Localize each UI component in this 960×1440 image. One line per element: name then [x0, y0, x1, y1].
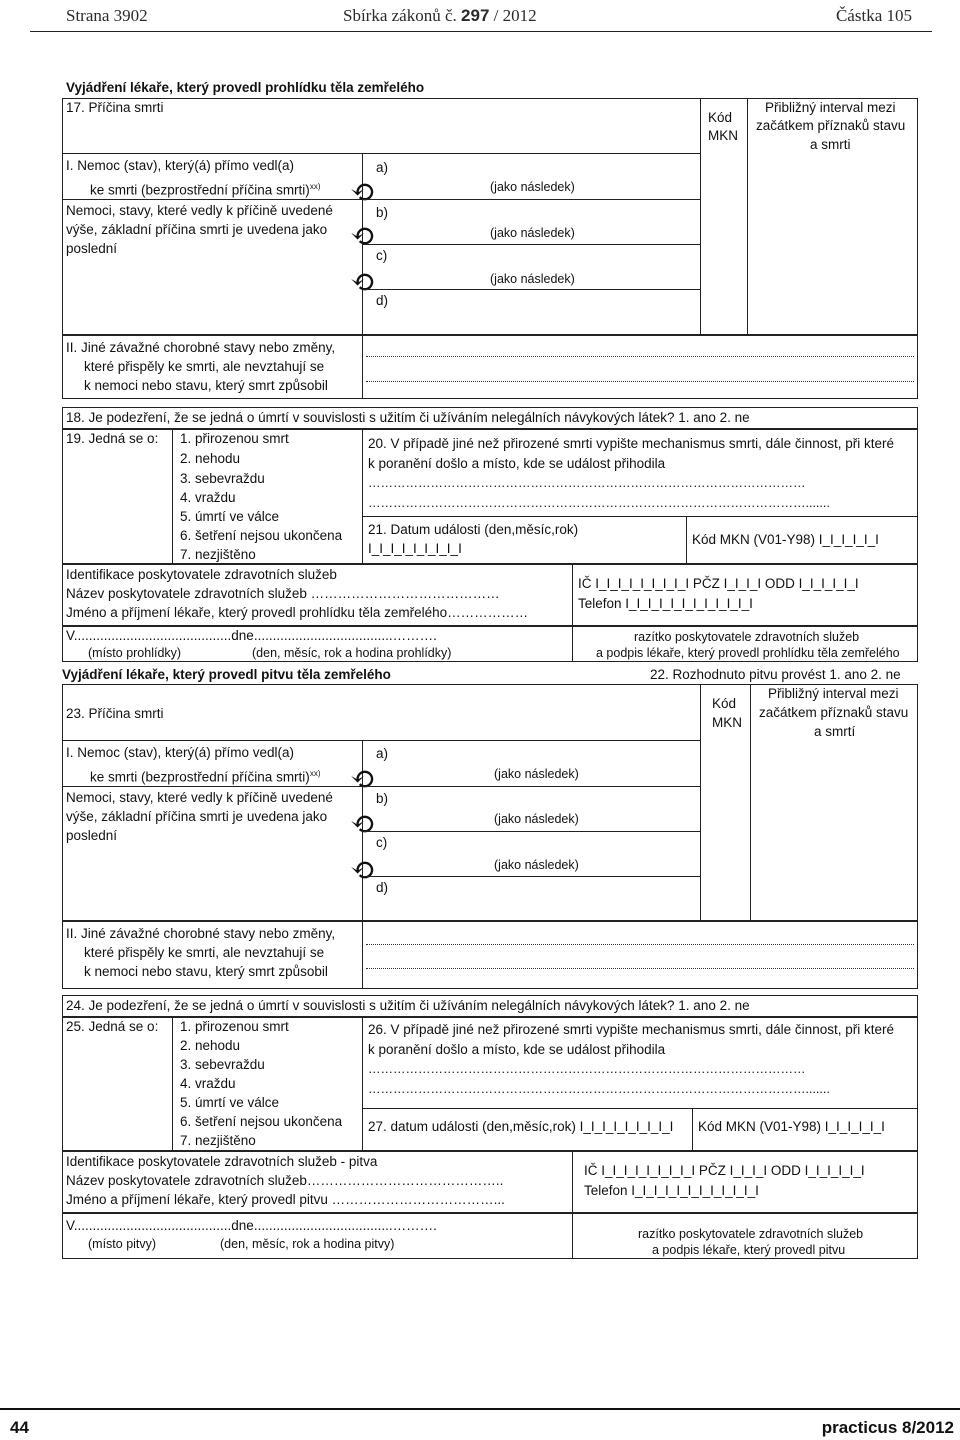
sec1-place-date[interactable]: V..........................................dne.....................................………. — [66, 628, 437, 643]
sec1-ii-fill-line[interactable] — [366, 381, 914, 382]
sec2-q24: 24. Je podezření, že se jedná o úmrtí v souvislosti s užitím či užíváním nelegálních návykových látek? 1. ano 2. ne — [66, 998, 750, 1013]
sec2-kod-divider — [700, 684, 701, 921]
sec1-opt-1[interactable]: 1. přirozenou smrt — [180, 431, 289, 446]
sec2-row-rule — [362, 786, 700, 787]
sec2-row-a: a) — [376, 746, 389, 761]
sec1-i-line2-text: ke smrti (bezprostřední příčina smrti) — [90, 182, 310, 198]
sec1-q21-value[interactable]: I_I_I_I_I_I_I_I_I — [368, 541, 462, 556]
sec2-date-caption: (den, měsíc, rok a hodina pitvy) — [220, 1237, 395, 1251]
sec1-arrow-icon: ⟲ — [350, 219, 376, 254]
sec1-opt-3[interactable]: 3. sebevraždu — [180, 471, 265, 486]
sec1-row-rule — [362, 289, 700, 290]
sec1-jako-3: (jako následek) — [490, 272, 575, 286]
sec1-q19-divider — [172, 429, 173, 564]
sec1-stamp-line1: razítko poskytovatele zdravotních služeb — [634, 630, 860, 644]
sec2-interval-divider — [750, 684, 751, 921]
sec1-ii-line1: II. Jiné závažné chorobné stavy nebo změny, — [66, 340, 336, 355]
sec2-opt-5[interactable]: 5. úmrtí ve válce — [180, 1095, 280, 1110]
sec1-tel[interactable]: Telefon I_I_I_I_I_I_I_I_I_I_I_I — [578, 596, 753, 611]
sec2-interval-line1: Přibližný interval mezi — [768, 686, 899, 701]
header-rule — [30, 31, 932, 32]
sec1-opt-6[interactable]: 6. šetření nejsou ukončena — [180, 528, 343, 543]
sec2-q26-line1: 26. V případě jiné než přirozené smrti vypište mechanismus smrti, dále činnost, při které — [368, 1022, 894, 1037]
sec1-n-line3: poslední — [66, 241, 118, 256]
sec1-q20-dots-1[interactable]: …………………………………………………………………………………………… — [368, 476, 806, 490]
header-page-label: Strana 3902 — [66, 6, 148, 25]
sec2-i-line2-text: ke smrti (bezprostřední příčina smrti) — [90, 769, 310, 785]
sec1-ii-line3: k nemoci nebo stavu, který smrt způsobil — [84, 378, 328, 393]
sec1-row-rule — [362, 244, 700, 245]
sec2-q26-divider — [362, 1017, 363, 1151]
sec1-opt-7[interactable]: 7. nezjištěno — [180, 547, 256, 562]
sec2-kod-label: Kód — [712, 696, 737, 711]
sec2-ic[interactable]: IČ I_I_I_I_I_I_I_I_I PČZ I_I_I_I ODD I_I_I_I_I_I — [584, 1163, 865, 1178]
sec1-jako-2: (jako následek) — [490, 226, 575, 240]
sec1-arrow-icon: ⟲ — [350, 175, 376, 210]
sec2-place-caption: (místo pitvy) — [88, 1237, 157, 1251]
footer-page-number: 44 — [10, 1418, 29, 1437]
footer-journal: practicus 8/2012 — [821, 1418, 954, 1437]
sec2-i-footnote-mark: xx) — [309, 769, 321, 778]
sec2-opt-3[interactable]: 3. sebevraždu — [180, 1057, 265, 1072]
sec1-cause-label: 17. Příčina smrti — [66, 100, 164, 115]
sec1-interval-line1: Přibližný interval mezi — [765, 100, 896, 115]
sec2-cause-label: 23. Příčina smrti — [66, 706, 164, 721]
sec2-q26-line2: k poranění došlo a místo, kde se událost přihodila — [368, 1042, 666, 1057]
sec2-tel[interactable]: Telefon I_I_I_I_I_I_I_I_I_I_I_I — [584, 1183, 759, 1198]
sec1-i-footnote-mark: xx) — [309, 182, 321, 191]
sec2-ii-line3: k nemoci nebo stavu, který smrt způsobil — [84, 964, 328, 979]
sec2-opt-2[interactable]: 2. nehodu — [180, 1038, 241, 1053]
sec1-n-line1: Nemoci, stavy, které vedly k příčině uvedené — [66, 203, 333, 218]
sec2-row-rule — [362, 831, 700, 832]
sec2-row-d: d) — [376, 880, 389, 895]
sec2-mkn-label: MKN — [712, 715, 742, 730]
sec2-interval-line3: a smrtí — [814, 724, 856, 739]
sec2-place-date[interactable]: V..........................................dne.....................................………. — [66, 1218, 437, 1233]
sec2-n-line2: výše, základní příčina smrti je uvedena jako — [66, 809, 328, 824]
sec1-kod-divider — [700, 98, 701, 335]
sec2-interval-line2: začátkem příznaků stavu — [759, 705, 909, 720]
sec2-jako-3: (jako následek) — [494, 858, 579, 872]
sec1-ii-line2: které přispěly ke smrti, ale nevztahují se — [84, 359, 325, 374]
sec1-ii-fill-line[interactable] — [366, 356, 914, 357]
sec1-kodmkn[interactable]: Kód MKN (V01-Y98) I_I_I_I_I_I — [692, 532, 879, 547]
sec2-ii-fill-line[interactable] — [366, 944, 914, 945]
sec1-q19: 19. Jedná se o: — [66, 431, 159, 446]
sec2-q26-dots-2[interactable]: ……………………………………………………………………………………………....... — [368, 1082, 830, 1096]
sec2-q27-rule — [362, 1108, 918, 1109]
sec2-q27[interactable]: 27. datum události (den,měsíc,rok) I_I_I_I_I_I_I_I_I — [368, 1119, 674, 1134]
sec2-id-name[interactable]: Název poskytovatele zdravotních služeb…………………………………….. — [66, 1173, 504, 1188]
sec2-ii-line2: které přispěly ke smrti, ale nevztahují se — [84, 945, 325, 960]
sec1-id-line1: Identifikace poskytovatele zdravotních služeb — [66, 567, 337, 582]
sec1-i-rule — [62, 199, 362, 200]
sec1-q20-dots-2[interactable]: ……………………………………………………………………………………………....... — [368, 496, 830, 510]
sec1-opt-2[interactable]: 2. nehodu — [180, 451, 241, 466]
header-collection-prefix: Sbírka zákonů č. — [343, 6, 457, 25]
sec2-jako-2: (jako následek) — [494, 812, 579, 826]
sec1-ic[interactable]: IČ I_I_I_I_I_I_I_I_I PČZ I_I_I_I ODD I_I_I_I_I_I — [578, 576, 859, 591]
sec2-id-doctor[interactable]: Jméno a příjmení lékaře, který provedl pitvu ………………………………... — [66, 1192, 505, 1207]
header-collection-year: / 2012 — [493, 6, 537, 25]
sec2-opt-4[interactable]: 4. vraždu — [180, 1076, 236, 1091]
sec1-row-rule — [362, 199, 700, 200]
sec1-interval-divider — [747, 98, 748, 335]
sec1-place-caption: (místo prohlídky) — [88, 646, 182, 660]
sec2-i-line2 — [90, 766, 320, 786]
sec1-q21: 21. Datum události (den,měsíc,rok) — [368, 522, 579, 537]
sec2-stamp-line2: a podpis lékaře, který provedl pitvu — [652, 1243, 846, 1257]
sec2-q22: 22. Rozhodnuto pitvu provést 1. ano 2. ne — [650, 667, 901, 682]
sec2-i-rule — [62, 786, 362, 787]
sec2-n-line1: Nemoci, stavy, které vedly k příčině uvedené — [66, 790, 333, 805]
sec1-q18: 18. Je podezření, že se jedná o úmrtí v souvislosti s užitím či užíváním nelegálních návykových látek? 1. ano 2. ne — [66, 410, 750, 425]
sec1-n-line2: výše, základní příčina smrti je uvedena jako — [66, 222, 328, 237]
sec2-opt-1[interactable]: 1. přirozenou smrt — [180, 1019, 289, 1034]
sec1-interval-line3: a smrti — [810, 137, 851, 152]
sec2-cause-top-rule — [62, 740, 700, 741]
sec1-id-name[interactable]: Název poskytovatele zdravotních služeb …………………………………… — [66, 586, 500, 601]
sec1-opt-5[interactable]: 5. úmrtí ve válce — [180, 509, 280, 524]
sec1-i-line2 — [90, 179, 320, 199]
sec1-q21-rule — [362, 516, 918, 517]
sec2-q25-divider — [172, 1017, 173, 1151]
sec1-row-d: d) — [376, 293, 389, 308]
sec1-stamp-line2: a podpis lékaře, který provedl prohlídku těla zemřelého — [596, 646, 900, 660]
sec2-row-rule — [362, 876, 700, 877]
sec2-kodmkn[interactable]: Kód MKN (V01-Y98) I_I_I_I_I_I — [698, 1119, 885, 1134]
sec2-ii-fill-line[interactable] — [366, 968, 914, 969]
sec1-date-caption: (den, měsíc, rok a hodina prohlídky) — [252, 646, 452, 660]
sec2-stamp-line1: razítko poskytovatele zdravotních služeb — [638, 1227, 864, 1241]
sec1-title: Vyjádření lékaře, který provedl prohlídku těla zemřelého — [66, 80, 425, 95]
sec2-arrow-icon: ⟲ — [350, 807, 376, 842]
sec2-title: Vyjádření lékaře, který provedl pitvu těla zemřelého — [62, 667, 391, 682]
sec2-n-line3: poslední — [66, 828, 118, 843]
header-collection — [343, 6, 537, 26]
sec1-row-b: b) — [376, 205, 389, 220]
sec1-q20-line1: 20. V případě jiné než přirozené smrti vypište mechanismus smrti, dále činnost, při které — [368, 436, 894, 451]
sec1-i-line1: I. Nemoc (stav), který(á) přímo vedl(a) — [66, 158, 295, 173]
sec2-ii-divider — [362, 921, 363, 989]
sec2-q25: 25. Jedná se o: — [66, 1019, 159, 1034]
sec1-mkn-label: MKN — [708, 128, 738, 143]
sec2-opt-7[interactable]: 7. nezjištěno — [180, 1133, 256, 1148]
sec1-id-doctor[interactable]: Jméno a příjmení lékaře, který provedl prohlídku těla zemřelého……………… — [66, 605, 529, 620]
sec2-i-line1: I. Nemoc (stav), který(á) přímo vedl(a) — [66, 745, 295, 760]
footer-rule — [0, 1408, 960, 1410]
sec1-ii-divider — [362, 335, 363, 399]
sec1-row-a: a) — [376, 160, 389, 175]
sec2-kodmkn-divider — [692, 1108, 693, 1151]
sec1-cause-top-rule — [62, 153, 700, 154]
sec1-interval-line2: začátkem příznaků stavu — [756, 118, 906, 133]
sec2-arrow-icon: ⟲ — [350, 762, 376, 797]
sec2-row-b: b) — [376, 791, 389, 806]
sec2-arrow-icon: ⟲ — [350, 853, 376, 888]
sec1-q20-line2: k poranění došlo a místo, kde se událost přihodila — [368, 456, 666, 471]
sec1-row-c: c) — [376, 248, 388, 263]
sec1-jako-1: (jako následek) — [490, 180, 575, 194]
sec2-id-line1: Identifikace poskytovatele zdravotních služeb - pitva — [66, 1154, 378, 1169]
sec2-q26-dots-1[interactable]: …………………………………………………………………………………………… — [368, 1062, 806, 1076]
header-collection-number: 297 — [461, 6, 490, 25]
sec1-kodmkn-divider — [686, 516, 687, 564]
sec2-ii-line1: II. Jiné závažné chorobné stavy nebo změny, — [66, 926, 336, 941]
header-part-label: Částka 105 — [835, 6, 912, 25]
sec1-kod-label: Kód — [708, 110, 733, 125]
sec1-arrow-icon: ⟲ — [350, 265, 376, 300]
sec2-jako-1: (jako následek) — [494, 767, 579, 781]
sec2-opt-6[interactable]: 6. šetření nejsou ukončena — [180, 1114, 343, 1129]
sec2-row-c: c) — [376, 835, 388, 850]
sec1-q20-divider — [362, 429, 363, 564]
sec1-opt-4[interactable]: 4. vraždu — [180, 490, 236, 505]
